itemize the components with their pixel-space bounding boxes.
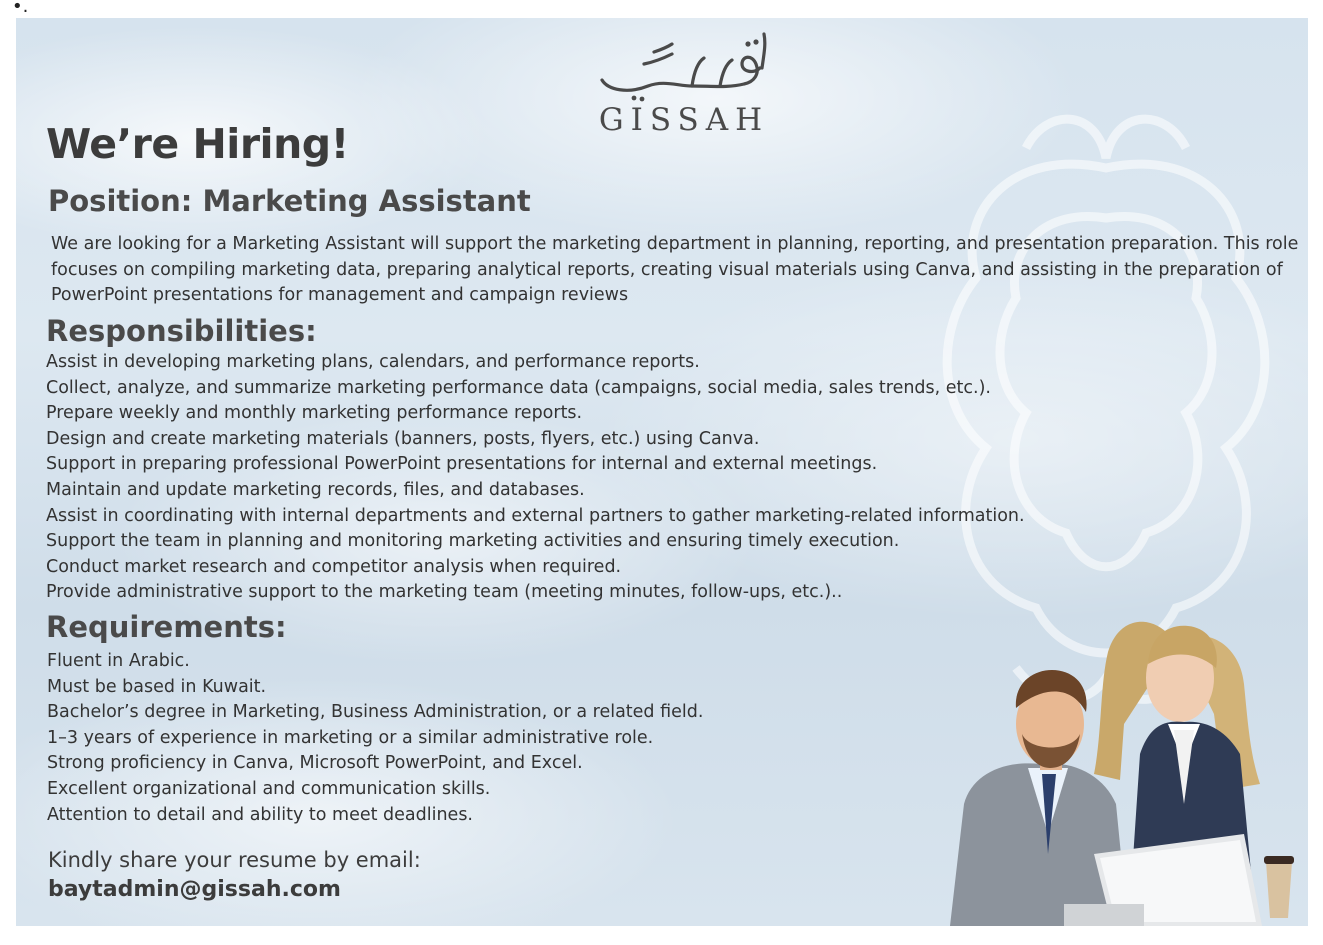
responsibility-item: Assist in developing marketing plans, calendars, and performance reports. [46, 352, 700, 372]
gissah-calligraphy-logo [594, 28, 774, 106]
job-description: We are looking for a Marketing Assistant will support the marketing department in planning, reporting, and presentation preparation. This role focuses on compiling marketing data, preparing analytical reports, creating visual materials using Canva, and assisting in the preparation of PowerPoint presentations for management and campaign reviews [51, 234, 1299, 305]
responsibilities-heading: Responsibilities: [46, 314, 317, 348]
responsibility-item: Conduct market research and competitor analysis when required. [46, 556, 622, 577]
requirement-item: Must be based in Kuwait. [47, 676, 267, 697]
responsibilities-list [46, 350, 1025, 606]
logo-wordmark: GISSAH [598, 102, 770, 138]
requirement-item: Fluent in Arabic. [47, 651, 190, 671]
contact-email-link[interactable]: baytadmin@gissah.com [48, 877, 341, 902]
requirement-item: Attention to detail and ability to meet deadlines. [47, 804, 473, 825]
contact-prompt: Kindly share your resume by email: [48, 848, 421, 872]
responsibility-item: Prepare weekly and monthly marketing performance reports. [46, 403, 583, 424]
requirement-item: 1–3 years of experience in marketing or a similar administrative role. [47, 727, 654, 748]
responsibility-item: Collect, analyze, and summarize marketing performance data (campaigns, social media, sales trends, etc.). [46, 377, 991, 398]
requirement-item: Excellent organizational and communication skills. [47, 778, 491, 799]
requirement-item: Strong proficiency in Canva, Microsoft PowerPoint, and Excel. [47, 753, 583, 774]
corner-mark: •. [12, 0, 29, 17]
gissah-logo [594, 28, 774, 138]
position-title: Position: Marketing Assistant [48, 184, 531, 218]
responsibility-item: Assist in coordinating with internal departments and external partners to gather marketing-related information. [46, 505, 1025, 526]
requirements-heading: Requirements: [46, 610, 287, 644]
responsibility-item: Support in preparing professional PowerPoint presentations for internal and external meetings. [46, 454, 878, 475]
responsibility-item: Provide administrative support to the marketing team (meeting minutes, follow-ups, etc.).. [46, 582, 843, 603]
contact-block [48, 846, 421, 904]
page-title: We’re Hiring! [46, 120, 349, 168]
responsibility-item: Support the team in planning and monitoring marketing activities and ensuring timely execution. [46, 531, 900, 552]
requirements-list [47, 649, 703, 828]
requirement-item: Bachelor’s degree in Marketing, Business Administration, or a related field. [47, 702, 704, 723]
hiring-poster [16, 18, 1308, 926]
responsibility-item: Maintain and update marketing records, files, and databases. [46, 479, 585, 500]
business-people-illustration [944, 604, 1308, 926]
responsibility-item: Design and create marketing materials (banners, posts, flyers, etc.) using Canva. [46, 428, 760, 449]
